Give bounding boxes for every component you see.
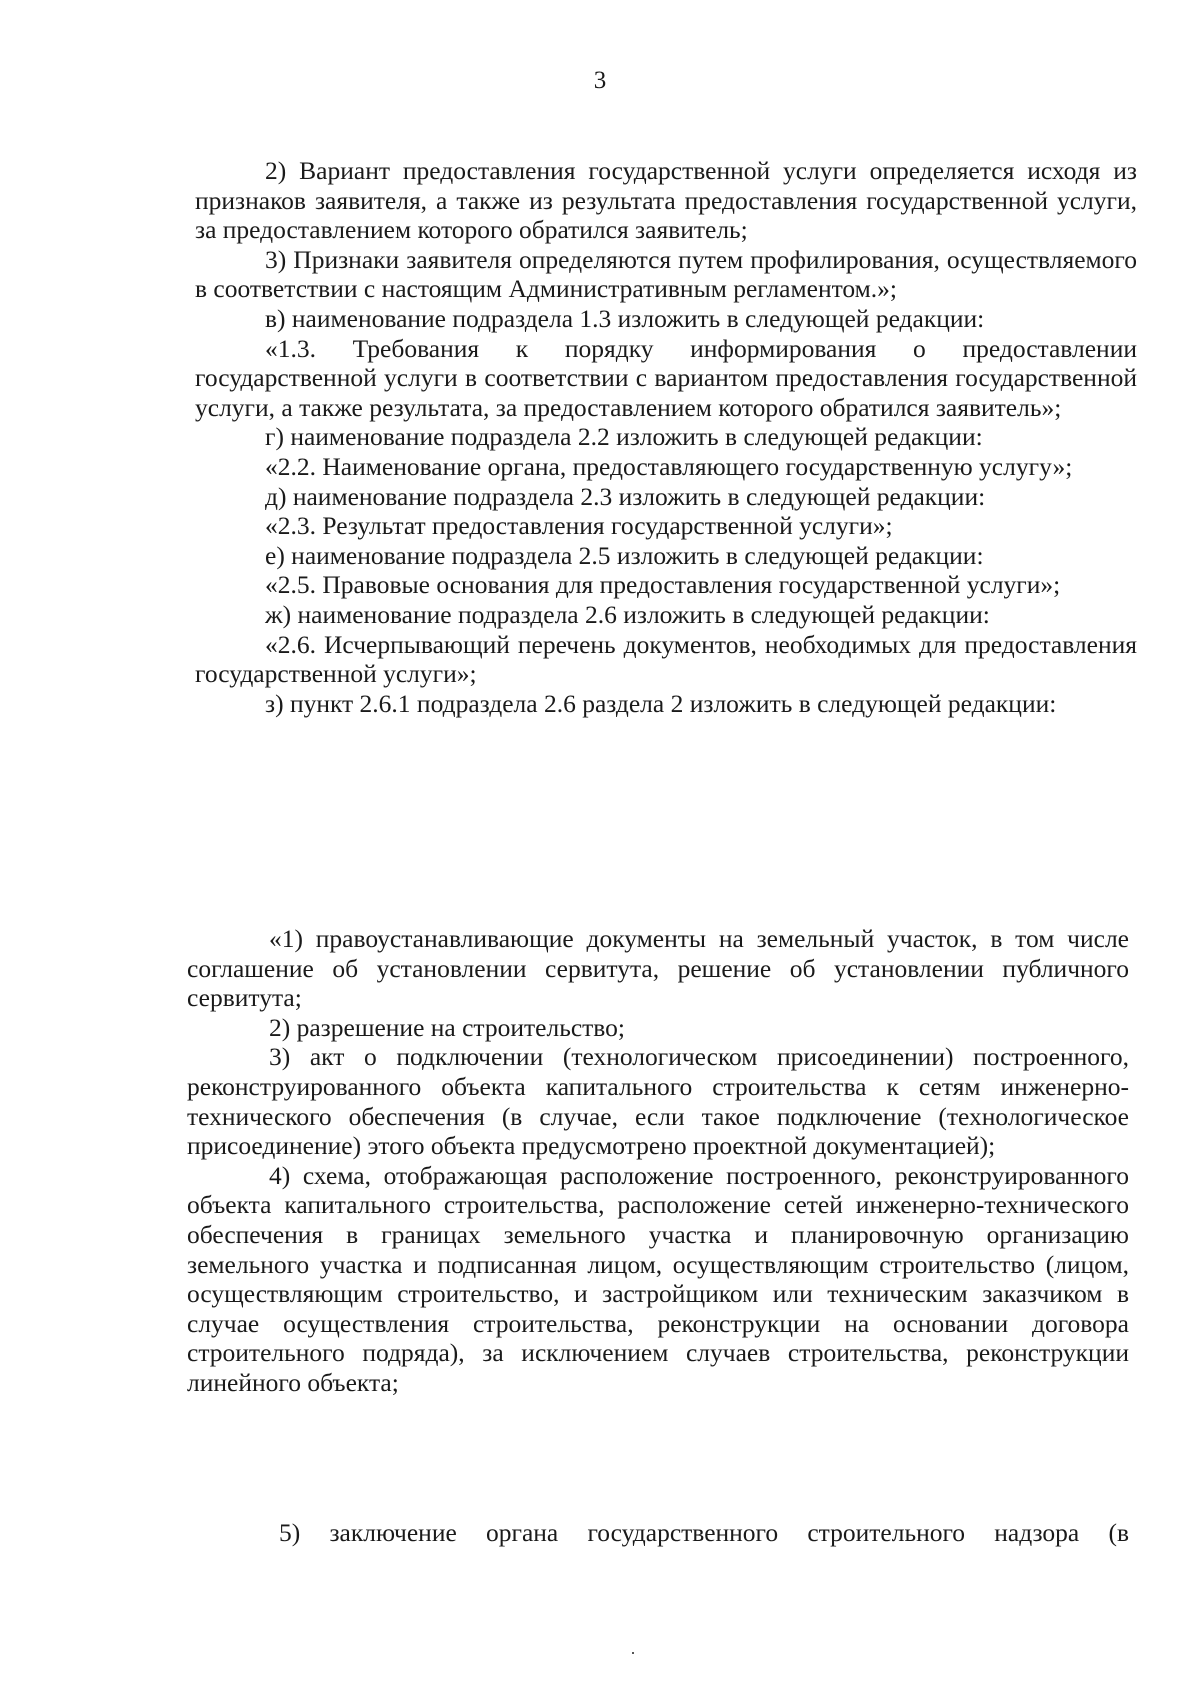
documents-list-continuation xyxy=(187,1518,1129,1548)
paragraph: 3) Признаки заявителя определяются путем профилирования, осуществляемого в соответствии с настоящим Административным регламентом.»; xyxy=(195,244,1137,304)
list-item: 4) схема, отображающая расположение построенного, реконструированного объекта капитального строительства, расположение сетей инженерно-технического обеспечения в границах земельного участка и планировочную организацию земельного участка и подписанная лицом, осуществляющим строительство (лицом, осуществляющим строительство, и застройщиком или техническим заказчиком в случае осуществления строительства, реконструкции на основании договора строительного подряда), за исключением случаев строительства, реконструкции линейного объекта; xyxy=(187,1160,1129,1397)
amendments-block xyxy=(195,156,1137,718)
paragraph: е) наименование подраздела 2.5 изложить в следующей редакции: xyxy=(265,540,984,570)
paragraph: 2) Вариант предоставления государственной услуги определяется исходя из признаков заявителя, а также из результата предоставления государственной услуги, за предоставлением которого обратился заявитель; xyxy=(195,156,1137,245)
list-item: 2) разрешение на строительство; xyxy=(269,1012,626,1042)
documents-list-block xyxy=(187,924,1129,1398)
paragraph: в) наименование подраздела 1.3 изложить в следующей редакции: xyxy=(265,303,985,333)
list-item: 3) акт о подключении (технологическом присоединении) построенного, реконструированного объекта капитального строительства к сетям инженерно-технического обеспечения (в случае, если такое подключение (технологическое присоединение) этого объекта предусмотрено проектной документацией); xyxy=(187,1042,1129,1161)
paragraph: «2.3. Результат предоставления государственной услуги»; xyxy=(265,511,893,541)
paragraph: г) наименование подраздела 2.2 изложить в следующей редакции: xyxy=(265,422,983,452)
list-item: «1) правоустанавливающие документы на земельный участок, в том числе соглашение об установлении сервитута, решение об установлении публичного сервитута; xyxy=(187,924,1129,1013)
paragraph: «2.6. Исчерпывающий перечень документов, необходимых для предоставления государственной услуги»; xyxy=(195,629,1137,689)
page-number: 3 xyxy=(593,67,607,94)
paragraph: «2.5. Правовые основания для предоставления государственной услуги»; xyxy=(265,570,1061,600)
paragraph: з) пункт 2.6.1 подраздела 2.6 раздела 2 изложить в следующей редакции: xyxy=(265,688,1057,718)
paragraph: д) наименование подраздела 2.3 изложить в следующей редакции: xyxy=(265,481,986,511)
list-item: 5) заключение органа государственного строительного надзора (в xyxy=(279,1518,1129,1547)
paragraph: «2.2. Наименование органа, предоставляющего государственную услугу»; xyxy=(265,451,1073,481)
paragraph: «1.3. Требования к порядку информирования о предоставлении государственной услуги в соответствии с вариантом предоставления государственной услуги, а также результата, за предоставлением которого обратился заявитель»; xyxy=(195,333,1137,422)
scan-speck xyxy=(632,1652,634,1654)
paragraph: ж) наименование подраздела 2.6 изложить в следующей редакции: xyxy=(265,599,990,629)
